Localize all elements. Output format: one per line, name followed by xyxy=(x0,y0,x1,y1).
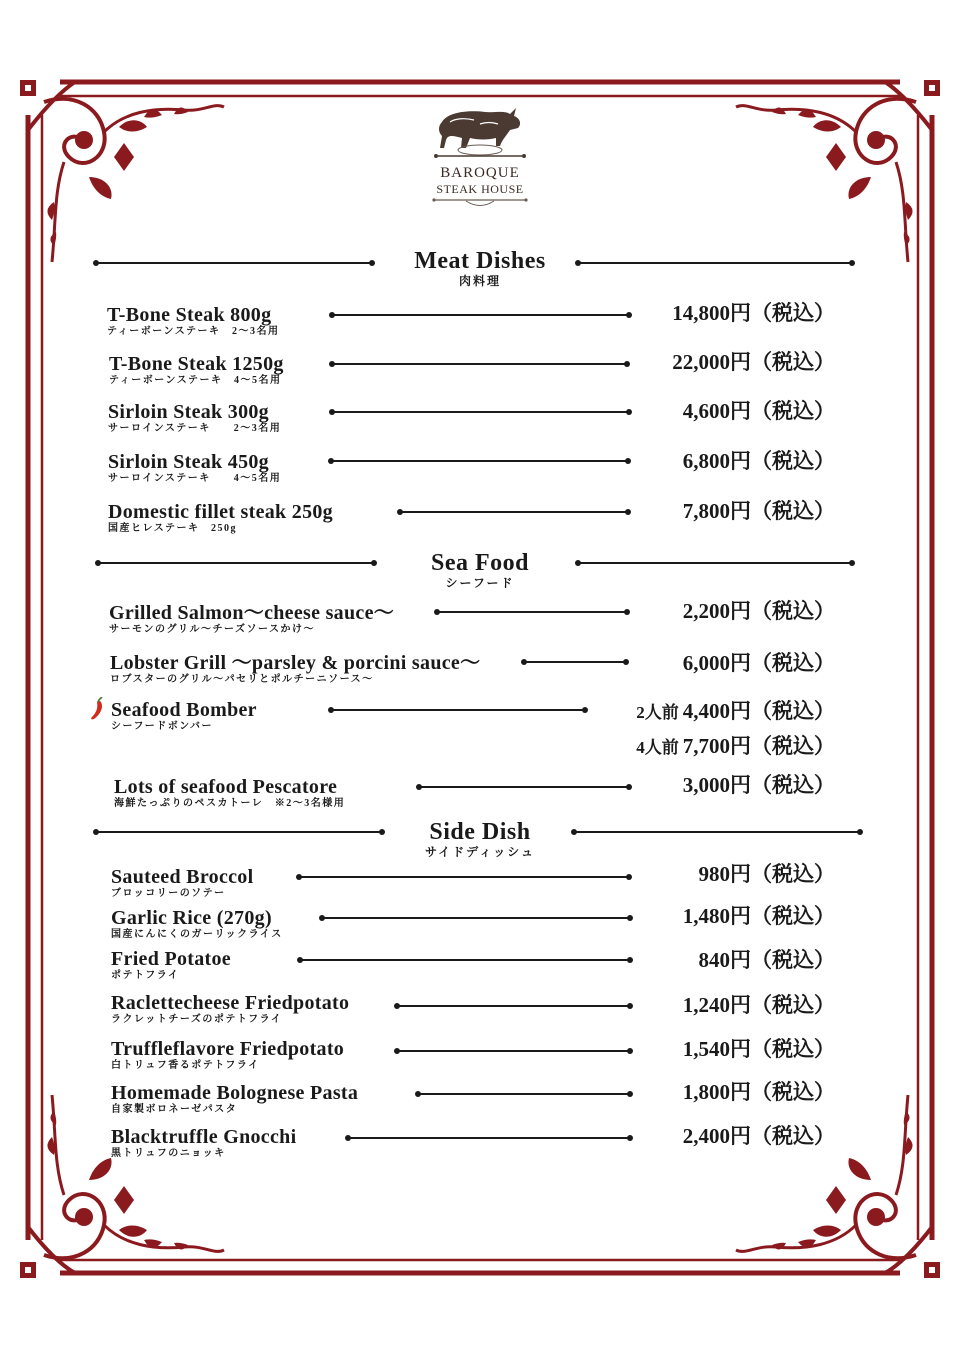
corner-flourish-bottom-left xyxy=(44,1095,224,1258)
menu-item xyxy=(111,866,253,900)
item-name-jp: シーフードボンバー xyxy=(111,721,213,732)
item-name-jp: 国産ヒレステーキ 250g xyxy=(108,523,237,534)
item-name: Truffleflavore Friedpotato xyxy=(111,1038,345,1060)
leader-line xyxy=(419,786,629,788)
leader-line xyxy=(524,661,626,663)
leader-line xyxy=(437,611,627,613)
corner-flourish-bottom-right xyxy=(736,1095,916,1258)
item-name-jp: 黒トリュフのニョッキ xyxy=(111,1148,226,1159)
item-name-jp: サーロインステーキ 4〜5名用 xyxy=(108,473,282,484)
item-name: Raclettecheese Friedpotato xyxy=(111,992,350,1014)
menu-item xyxy=(111,907,283,941)
item-price: 2,200円（税込） xyxy=(682,599,835,623)
menu-item xyxy=(108,501,333,535)
item-name: T-Bone Steak 800g xyxy=(107,304,272,326)
item-price: 1,800円（税込） xyxy=(682,1080,835,1104)
leader-line xyxy=(300,959,630,961)
menu-item xyxy=(114,776,345,810)
item-price: 14,800円（税込） xyxy=(672,301,835,325)
item-name-jp: 国産にんにくのガーリックライス xyxy=(111,929,283,940)
item-price: 840円（税込） xyxy=(698,948,835,972)
section-title-jp: サイドディッシュ xyxy=(425,845,535,859)
section-header-side-dish xyxy=(0,819,960,859)
section-header-meat xyxy=(0,248,960,288)
leader-line xyxy=(348,1137,630,1139)
item-price: 22,000円（税込） xyxy=(672,350,835,374)
item-name: Blacktruffle Gnocchi xyxy=(111,1126,297,1148)
item-name: Lobster Grill 〜parsley & porcini sauce〜 xyxy=(110,652,481,674)
section-title: Side Dish xyxy=(429,819,531,845)
leader-line xyxy=(331,709,585,711)
menu-item xyxy=(109,602,394,636)
leader-line xyxy=(331,460,628,462)
section-title-jp: 肉料理 xyxy=(458,274,501,288)
brand-logo xyxy=(425,100,535,208)
item-name-jp: サーモンのグリル〜チーズソースかけ〜 xyxy=(109,624,315,635)
serving-size: 2人前 xyxy=(636,703,679,722)
item-price: 3,000円（税込） xyxy=(682,773,835,797)
menu-item xyxy=(111,948,231,982)
item-price: 7,800円（税込） xyxy=(682,499,835,523)
menu-item xyxy=(111,1038,344,1072)
leader-line xyxy=(418,1093,630,1095)
menu-item xyxy=(111,699,257,733)
leader-line xyxy=(332,314,629,316)
item-price-2-servings xyxy=(636,699,835,725)
leader-line xyxy=(322,917,630,919)
menu-item xyxy=(111,1126,296,1160)
leader-line xyxy=(299,876,629,878)
section-header-seafood xyxy=(0,550,960,590)
item-name-jp: 自家製ボロネーゼパスタ xyxy=(111,1104,238,1115)
chili-pepper-icon xyxy=(88,697,106,721)
item-name-jp: サーロインステーキ 2〜3名用 xyxy=(108,423,282,434)
bull-icon xyxy=(430,100,530,162)
item-name: Lots of seafood Pescatore xyxy=(114,776,338,798)
item-name: Sauteed Broccol xyxy=(111,866,254,888)
menu-item xyxy=(108,451,281,485)
price-value: 4,400円（税込） xyxy=(682,699,835,723)
item-name-jp: ティーボーンステーキ 4〜5名用 xyxy=(109,375,282,386)
item-name: Domestic fillet steak 250g xyxy=(108,501,333,523)
item-name: Grilled Salmon〜cheese sauce〜 xyxy=(109,602,395,624)
item-name: Homemade Bolognese Pasta xyxy=(111,1082,359,1104)
leader-line xyxy=(332,363,627,365)
item-price: 980円（税込） xyxy=(698,862,835,886)
item-name: Seafood Bomber xyxy=(111,699,257,721)
item-name-jp: ラクレットチーズのポテトフライ xyxy=(111,1014,283,1025)
price-value: 7,700円（税込） xyxy=(682,734,835,758)
item-price: 1,480円（税込） xyxy=(682,904,835,928)
brand-name: BAROQUE xyxy=(440,165,520,181)
menu-item xyxy=(109,353,284,387)
brand-subtitle: STEAK HOUSE xyxy=(436,182,524,196)
menu-item xyxy=(108,401,281,435)
leader-line xyxy=(397,1005,630,1007)
item-price: 6,000円（税込） xyxy=(682,651,835,675)
item-price: 1,240円（税込） xyxy=(682,993,835,1017)
leader-line xyxy=(397,1050,630,1052)
item-name-jp: ブロッコリーのソテー xyxy=(111,888,226,899)
menu-item xyxy=(111,1082,358,1116)
item-price-4-servings xyxy=(636,734,835,760)
menu-item xyxy=(107,304,280,338)
item-name: Sirloin Steak 450g xyxy=(108,451,269,473)
leader-line xyxy=(332,411,629,413)
item-price: 2,400円（税込） xyxy=(682,1124,835,1148)
item-name-jp: ロブスターのグリル〜パセリとポルチーニソース〜 xyxy=(110,674,374,685)
serving-size: 4人前 xyxy=(636,738,679,757)
item-name: Sirloin Steak 300g xyxy=(108,401,269,423)
leader-line xyxy=(400,511,628,513)
menu-item xyxy=(110,652,480,686)
section-title: Meat Dishes xyxy=(414,248,546,274)
item-price: 4,600円（税込） xyxy=(682,399,835,423)
item-name-jp: 海鮮たっぷりのペスカトーレ ※2〜3名様用 xyxy=(114,798,346,809)
item-name-jp: 白トリュフ香るポテトフライ xyxy=(111,1060,260,1071)
item-name-jp: ポテトフライ xyxy=(111,970,180,981)
corner-flourish-top-right xyxy=(736,99,916,262)
item-name-jp: ティーボーンステーキ 2〜3名用 xyxy=(107,326,280,337)
item-name: T-Bone Steak 1250g xyxy=(109,353,284,375)
item-name: Garlic Rice (270g) xyxy=(111,907,272,929)
section-title: Sea Food xyxy=(430,550,529,576)
item-price: 6,800円（税込） xyxy=(682,449,835,473)
logo-divider-ornament xyxy=(430,196,530,208)
item-price: 1,540円（税込） xyxy=(682,1037,835,1061)
item-name: Fried Potatoe xyxy=(111,948,231,970)
section-title-jp: シーフード xyxy=(445,576,515,590)
corner-flourish-top-left xyxy=(44,99,224,262)
menu-item xyxy=(111,992,349,1026)
